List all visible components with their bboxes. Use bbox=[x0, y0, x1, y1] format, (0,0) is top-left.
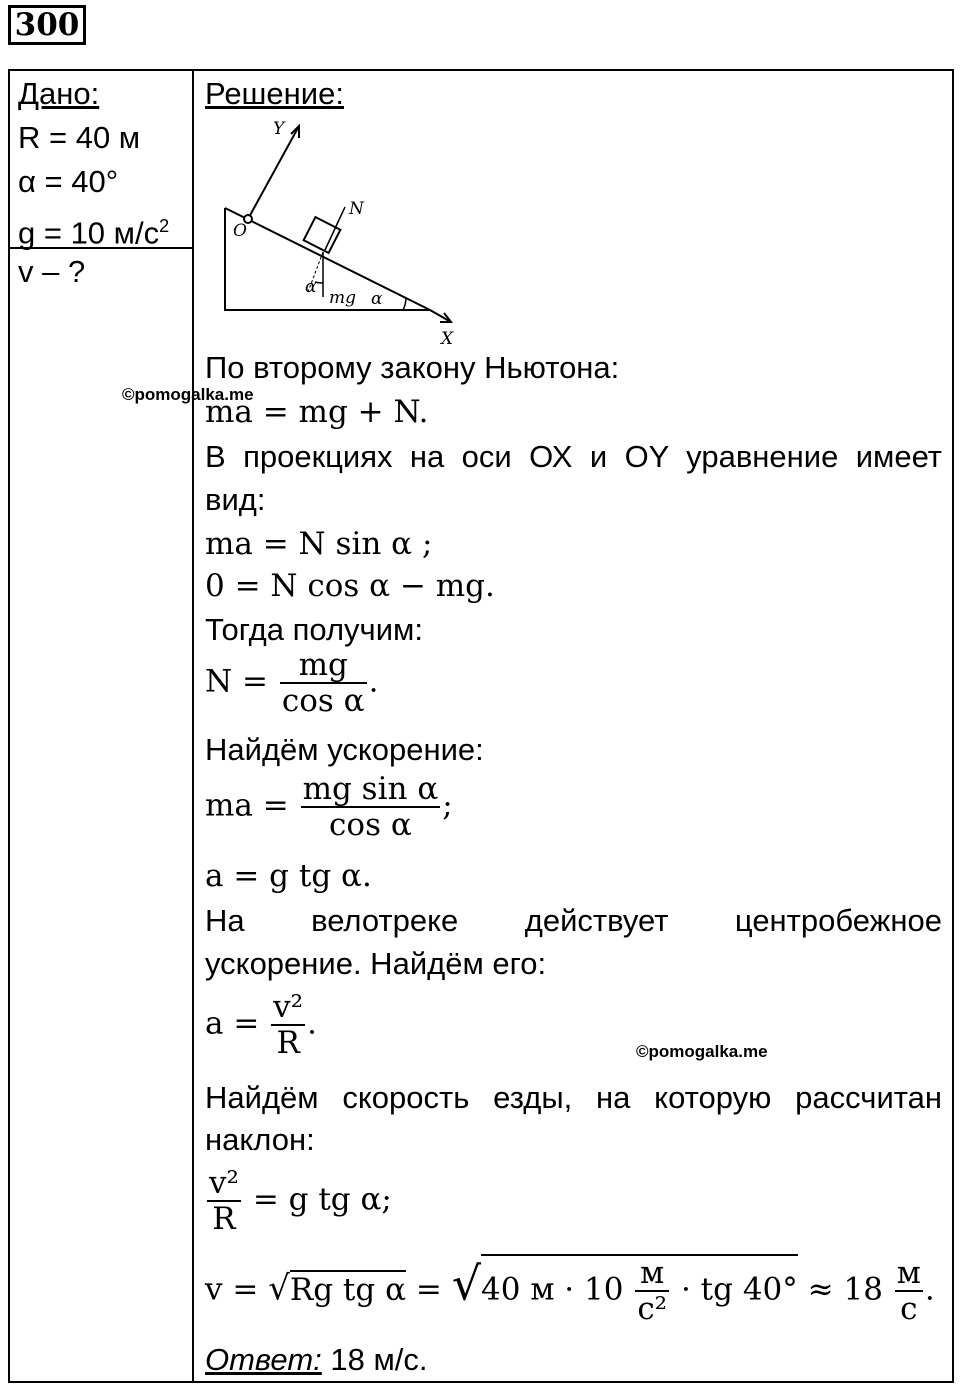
given-header: Дано: bbox=[18, 76, 100, 111]
normal-force-label: N bbox=[349, 199, 364, 219]
speed-text: Найдём скорость езды, на которую рассчитан bbox=[205, 1080, 942, 1115]
centripetal-text-end: ускорение. Найдём его: bbox=[205, 946, 547, 981]
gravity-force-label: mg bbox=[329, 288, 357, 308]
origin-label: O bbox=[233, 221, 247, 241]
answer-label: Ответ: bbox=[205, 1342, 322, 1377]
equation-acceleration: a = g tg α. bbox=[205, 858, 372, 894]
projection-text-end: вид: bbox=[205, 482, 266, 517]
speed-text-end: наклон: bbox=[205, 1122, 315, 1157]
axis-x-label: X bbox=[441, 329, 454, 347]
equation-centripetal: a = $\frac{\text{v²}}{R}$ . bbox=[205, 989, 317, 1061]
equation-speed-relation: $\frac{\text{v²}}{R}$ = g tg α; bbox=[209, 1165, 392, 1237]
table-divider-vertical bbox=[192, 69, 194, 1383]
acceleration-text: Найдём ускорение: bbox=[205, 732, 484, 767]
find-velocity: v – ? bbox=[18, 254, 86, 289]
given-angle: α = 40° bbox=[18, 164, 119, 199]
given-radius: R = 40 м bbox=[18, 120, 141, 155]
axis-y-label: Y bbox=[273, 119, 285, 139]
solution-header: Решение: bbox=[205, 76, 344, 111]
watermark: ©pomogalka.me bbox=[636, 1042, 768, 1061]
incline-diagram bbox=[215, 112, 475, 347]
equation-vector: ma = mg + N. bbox=[205, 394, 429, 430]
projection-text: В проекциях на оси ОХ и ОY уравнение имеет bbox=[205, 439, 942, 474]
then-text: Тогда получим: bbox=[205, 612, 423, 647]
equation-normal-force: N = $\frac{mg}{\text{cos α}}$ . bbox=[205, 647, 379, 719]
problem-number: 300 bbox=[8, 5, 86, 45]
watermark: ©pomogalka.me bbox=[122, 385, 254, 404]
equation-acceleration-frac: ma = $\frac{\text{mg sin α}}{\text{cos α}}$ ; bbox=[205, 771, 453, 843]
newton-law-text: По второму закону Ньютона: bbox=[205, 350, 620, 385]
centripetal-text: На велотреке действует центробежное bbox=[205, 903, 942, 938]
equation-ox: ma = N sin α ; bbox=[205, 526, 433, 562]
angle-label-inner: α bbox=[305, 277, 317, 297]
equation-oy: 0 = N cos α − mg. bbox=[205, 568, 495, 604]
answer-value: 18 м/с. bbox=[330, 1342, 428, 1377]
angle-label-base: α bbox=[371, 289, 383, 309]
equation-speed-result: v = √Rg tg α = √40 м · 10 $\frac{м}{\text{с²}}$ · tg 40° ≈ 18 $\frac{м}{с}$ . bbox=[205, 1255, 935, 1327]
given-gravity: g = 10 $м/с^2$ bbox=[18, 215, 170, 251]
solution-table bbox=[8, 69, 954, 1383]
answer bbox=[205, 1340, 428, 1380]
